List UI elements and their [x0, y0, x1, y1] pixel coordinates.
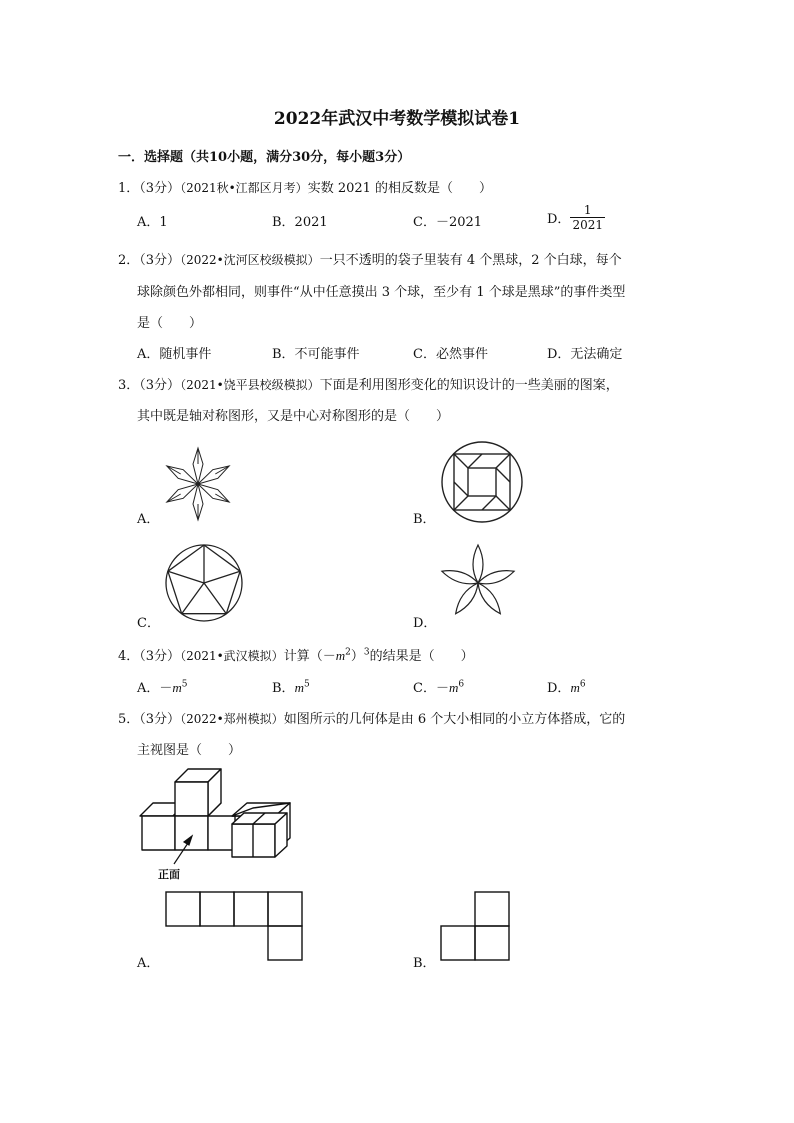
question-stem: 的结果是（ ） — [369, 649, 474, 664]
question-score: （3分） — [139, 378, 181, 393]
q4-option-a — [137, 677, 188, 696]
question-stem: 一只不透明的袋子里装有 4 个黑球，2 个白球，每个 — [319, 253, 622, 268]
question-score: （3分） — [139, 649, 181, 664]
q3-label-d: D． — [413, 616, 437, 631]
question-source: （2022•沈河区校级模拟） — [180, 253, 320, 267]
question-stem: 如图所示的几何体是由 6 个大小相同的小立方体搭成，它的 — [283, 712, 626, 727]
q3-figure-a — [158, 444, 238, 524]
exponent: 6 — [458, 679, 465, 690]
option-label: C．－ — [413, 681, 449, 696]
q2-stem-line-3: 是（ ） — [137, 316, 203, 331]
exponent: 6 — [579, 679, 586, 690]
q5-label-b: B． — [413, 956, 436, 971]
option-label: D． — [547, 681, 571, 696]
question-score: （3分） — [139, 253, 181, 268]
petal — [473, 545, 483, 583]
question-2 — [118, 249, 622, 268]
option-label: B． — [272, 681, 295, 696]
variable: m — [570, 680, 580, 695]
q3-figure-d — [438, 543, 518, 623]
q2-option-a: A．随机事件 — [137, 347, 212, 362]
option-label: A．－ — [137, 681, 173, 696]
q5-stem-line-2: 主视图是（ ） — [137, 743, 242, 758]
question-stem: ） — [350, 649, 364, 664]
question-source: （2021•武汉模拟） — [180, 649, 284, 663]
question-score: （3分） — [139, 181, 181, 196]
q1-option-c: C．－2021 — [413, 215, 483, 230]
q2-stem-line-2: 球除颜色外都相同，则事件“从中任意摸出 3 个球，至少有 1 个球是黑球”的事件类型 — [137, 285, 626, 300]
q3-stem-line-2: 其中既是轴对称图形，又是中心对称图形的是（ ） — [137, 409, 450, 424]
q2-option-d: D．无法确定 — [547, 347, 623, 362]
q3-label-c: C． — [137, 616, 160, 631]
question-number: 1． — [118, 181, 140, 196]
q3-figure-c — [164, 543, 244, 623]
question-3 — [118, 374, 619, 393]
q4-option-c — [413, 677, 464, 696]
question-source: （2021•饶平县校级模拟） — [180, 378, 320, 392]
question-number: 5． — [118, 712, 140, 727]
q3-label-b: B． — [413, 512, 436, 527]
question-stem: 实数 2021 的相反数是（ ） — [307, 181, 493, 196]
fraction — [570, 203, 605, 232]
question-source: （2022•郑州模拟） — [180, 712, 284, 726]
q1-option-d — [547, 203, 605, 232]
page-title: 2022年武汉中考数学模拟试卷1 — [273, 109, 521, 129]
question-5 — [118, 708, 625, 727]
q4-option-d — [547, 677, 586, 696]
q3-figure-b — [440, 440, 524, 524]
variable: m — [172, 680, 182, 695]
exponent: 2 — [345, 647, 351, 658]
question-stem: 下面是利用图形变化的知识设计的一些美丽的图案， — [319, 378, 619, 393]
q2-option-b: B．不可能事件 — [272, 347, 360, 362]
question-source: （2021秋•江都区月考） — [180, 181, 308, 195]
question-number: 4． — [118, 649, 140, 664]
option-label: D． — [547, 212, 571, 227]
q5-solid-figure — [140, 768, 310, 878]
exponent: 5 — [181, 679, 188, 690]
q3-label-a: A． — [137, 512, 160, 527]
fraction-denominator: 2021 — [572, 218, 603, 232]
q5-label-a: A． — [137, 956, 160, 971]
q2-option-c: C．必然事件 — [413, 347, 488, 362]
q1-option-b: B．2021 — [272, 215, 328, 230]
question-number: 2． — [118, 253, 140, 268]
exponent: 3 — [363, 647, 370, 658]
q5-option-a-figure — [165, 891, 305, 963]
exponent: 5 — [303, 679, 310, 690]
variable: m — [448, 680, 459, 695]
variable: m — [294, 680, 304, 695]
question-number: 3． — [118, 378, 140, 393]
front-view-label: 正面 — [158, 868, 180, 881]
question-1 — [118, 177, 492, 196]
variable: m — [335, 648, 346, 663]
kite-petal — [193, 448, 203, 484]
question-4 — [118, 645, 474, 664]
q1-option-a: A．1 — [137, 215, 168, 230]
q4-option-b — [272, 677, 310, 696]
question-score: （3分） — [139, 712, 181, 727]
q5-option-b-figure — [440, 891, 512, 963]
section-heading: 一．选择题（共10小题，满分30分，每小题3分） — [118, 150, 411, 165]
question-stem: 计算（－ — [283, 649, 336, 664]
fraction-numerator: 1 — [570, 203, 605, 218]
